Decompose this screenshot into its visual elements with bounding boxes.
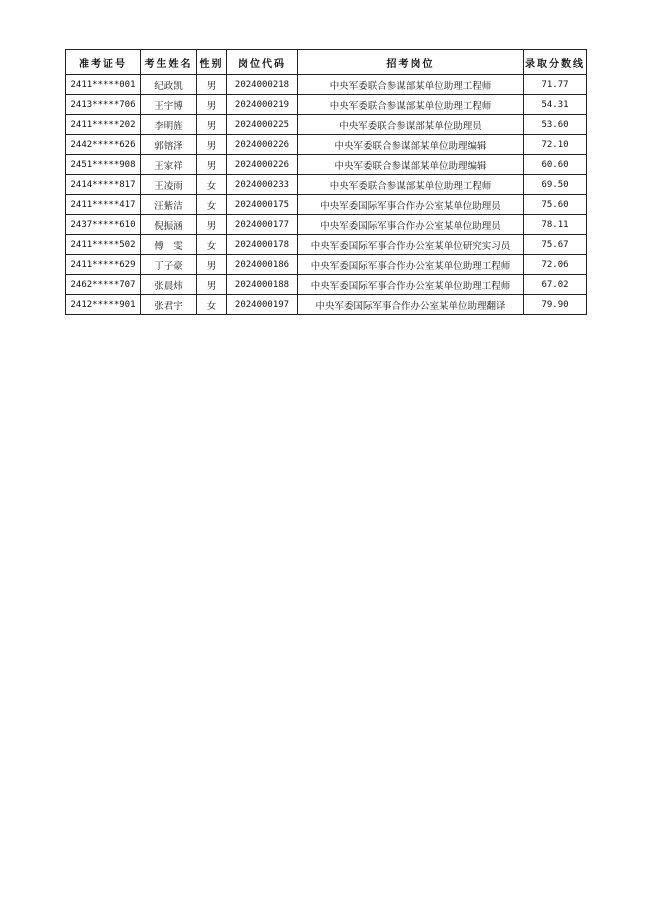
table-row <box>66 95 587 115</box>
table-row <box>66 235 587 255</box>
cell-candidate-name: 王宇博 <box>141 95 197 115</box>
cell-position: 中央军委联合参谋部某单位助理工程师 <box>298 175 524 195</box>
cell-exam-id: 2451*****908 <box>66 155 141 175</box>
cell-position: 中央军委联合参谋部某单位助理工程师 <box>298 75 524 95</box>
table-row <box>66 255 587 275</box>
cell-candidate-name: 郭镕泽 <box>141 135 197 155</box>
cell-gender: 男 <box>197 255 227 275</box>
header-candidate-name: 考生姓名 <box>141 50 197 75</box>
cell-position: 中央军委联合参谋部某单位助理编辑 <box>298 155 524 175</box>
header-cutoff-score: 录取分数线 <box>524 50 587 75</box>
table-body <box>66 75 587 315</box>
cell-gender: 男 <box>197 275 227 295</box>
cell-exam-id: 2411*****502 <box>66 235 141 255</box>
cell-exam-id: 2437*****610 <box>66 215 141 235</box>
header-exam-id: 准考证号 <box>66 50 141 75</box>
cell-candidate-name: 傅 雯 <box>141 235 197 255</box>
cell-cutoff-score: 53.60 <box>524 115 587 135</box>
cell-cutoff-score: 72.10 <box>524 135 587 155</box>
cell-position: 中央军委国际军事合作办公室某单位研究实习员 <box>298 235 524 255</box>
cell-position-code: 2024000233 <box>227 175 298 195</box>
cell-position: 中央军委联合参谋部某单位助理编辑 <box>298 135 524 155</box>
cell-position-code: 2024000188 <box>227 275 298 295</box>
cell-position-code: 2024000219 <box>227 95 298 115</box>
cell-candidate-name: 王凌雨 <box>141 175 197 195</box>
cell-exam-id: 2462*****707 <box>66 275 141 295</box>
cell-position-code: 2024000218 <box>227 75 298 95</box>
cell-exam-id: 2413*****706 <box>66 95 141 115</box>
cell-cutoff-score: 67.02 <box>524 275 587 295</box>
cell-gender: 男 <box>197 155 227 175</box>
cell-cutoff-score: 79.90 <box>524 295 587 315</box>
table-row <box>66 135 587 155</box>
cell-gender: 男 <box>197 115 227 135</box>
cell-position: 中央军委联合参谋部某单位助理工程师 <box>298 95 524 115</box>
table-row <box>66 195 587 215</box>
cell-exam-id: 2411*****001 <box>66 75 141 95</box>
cell-position: 中央军委国际军事合作办公室某单位助理员 <box>298 195 524 215</box>
cell-position-code: 2024000226 <box>227 155 298 175</box>
cell-position-code: 2024000225 <box>227 115 298 135</box>
cell-cutoff-score: 75.60 <box>524 195 587 215</box>
admission-results-table <box>65 49 587 315</box>
cell-gender: 女 <box>197 235 227 255</box>
cell-candidate-name: 汪紫洁 <box>141 195 197 215</box>
cell-candidate-name: 张君宇 <box>141 295 197 315</box>
header-gender: 性别 <box>197 50 227 75</box>
cell-cutoff-score: 54.31 <box>524 95 587 115</box>
header-position: 招考岗位 <box>298 50 524 75</box>
cell-gender: 女 <box>197 175 227 195</box>
table-row <box>66 275 587 295</box>
table-row <box>66 155 587 175</box>
cell-candidate-name: 丁子豪 <box>141 255 197 275</box>
cell-position-code: 2024000226 <box>227 135 298 155</box>
cell-exam-id: 2411*****417 <box>66 195 141 215</box>
cell-position: 中央军委国际军事合作办公室某单位助理工程师 <box>298 255 524 275</box>
table-row <box>66 175 587 195</box>
cell-exam-id: 2414*****817 <box>66 175 141 195</box>
cell-candidate-name: 李明旌 <box>141 115 197 135</box>
table-row <box>66 115 587 135</box>
cell-cutoff-score: 72.06 <box>524 255 587 275</box>
cell-candidate-name: 纪政凯 <box>141 75 197 95</box>
cell-exam-id: 2412*****901 <box>66 295 141 315</box>
cell-candidate-name: 张晨炜 <box>141 275 197 295</box>
table-row <box>66 75 587 95</box>
cell-position: 中央军委国际军事合作办公室某单位助理翻译 <box>298 295 524 315</box>
cell-exam-id: 2442*****626 <box>66 135 141 155</box>
cell-cutoff-score: 69.50 <box>524 175 587 195</box>
cell-exam-id: 2411*****629 <box>66 255 141 275</box>
cell-cutoff-score: 78.11 <box>524 215 587 235</box>
cell-position: 中央军委国际军事合作办公室某单位助理员 <box>298 215 524 235</box>
table-row <box>66 295 587 315</box>
cell-gender: 男 <box>197 95 227 115</box>
cell-gender: 男 <box>197 75 227 95</box>
cell-cutoff-score: 60.60 <box>524 155 587 175</box>
cell-position-code: 2024000178 <box>227 235 298 255</box>
cell-gender: 女 <box>197 195 227 215</box>
cell-position: 中央军委国际军事合作办公室某单位助理工程师 <box>298 275 524 295</box>
cell-cutoff-score: 75.67 <box>524 235 587 255</box>
cell-cutoff-score: 71.77 <box>524 75 587 95</box>
cell-position-code: 2024000197 <box>227 295 298 315</box>
header-position-code: 岗位代码 <box>227 50 298 75</box>
table-header-row <box>66 50 587 75</box>
cell-position: 中央军委联合参谋部某单位助理员 <box>298 115 524 135</box>
results-table-container <box>65 49 586 315</box>
cell-position-code: 2024000175 <box>227 195 298 215</box>
cell-candidate-name: 倪振涵 <box>141 215 197 235</box>
cell-gender: 女 <box>197 295 227 315</box>
cell-position-code: 2024000186 <box>227 255 298 275</box>
cell-position-code: 2024000177 <box>227 215 298 235</box>
cell-candidate-name: 王家祥 <box>141 155 197 175</box>
cell-gender: 男 <box>197 215 227 235</box>
cell-gender: 男 <box>197 135 227 155</box>
table-row <box>66 215 587 235</box>
cell-exam-id: 2411*****202 <box>66 115 141 135</box>
